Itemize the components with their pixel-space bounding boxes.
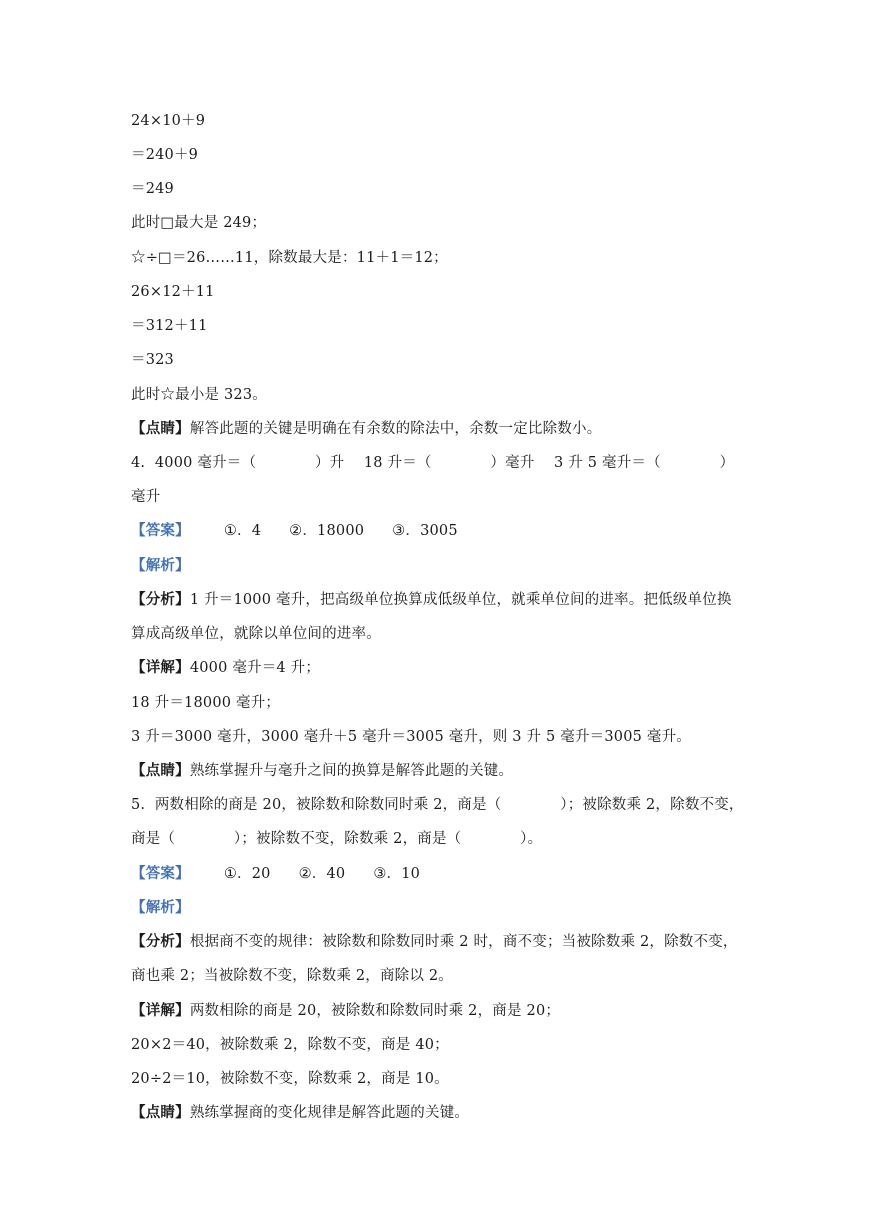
tip-label: 【点睛】	[131, 1104, 190, 1121]
q5-analysis	[131, 932, 738, 952]
q4-detail	[131, 658, 320, 678]
answer-label: 【答案】	[131, 522, 190, 539]
calc-line: 24×10＋9	[131, 113, 206, 129]
detail-text: 两数相除的商是 20，被除数和除数同时乘 2，商是 20；	[189, 1003, 561, 1019]
tip-text: 熟练掌握升与毫升之间的换算是解答此题的关键。	[189, 763, 514, 779]
q4-question: 4. 4000 毫升＝（ ）升 18 升＝（ ）毫升 3 升 5 毫升＝（ ）	[131, 455, 735, 471]
tip-label: 【点睛】	[131, 420, 190, 437]
q4-question-cont: 毫升	[131, 489, 161, 505]
q5-detail-line: 20÷2＝10，被除数不变，除数乘 2，商是 10。	[131, 1071, 449, 1087]
text-line: 此时☆最小是 323。	[131, 387, 267, 403]
q4-answer	[131, 521, 458, 541]
answer-label: 【答案】	[131, 865, 190, 882]
q5-detail-line: 20×2＝40，被除数乘 2，除数不变，商是 40；	[131, 1037, 449, 1053]
analysis-text: 1 升＝1000 毫升，把高级单位换算成低级单位，就乘单位间的进率。把低级单位换	[189, 592, 732, 608]
q4-analysis	[131, 590, 732, 610]
calc-line: ＝312＋11	[131, 318, 208, 334]
q5-tip	[131, 1103, 469, 1123]
q5-answer	[131, 864, 420, 884]
calc-line: ＝240＋9	[131, 147, 199, 163]
text-line: 此时□最大是 249；	[131, 215, 267, 231]
answer-2: ②．40	[298, 866, 346, 882]
q4-analysis-cont: 算成高级单位，就除以单位间的进率。	[131, 626, 381, 642]
answer-2: ②．18000	[289, 523, 365, 539]
q5-analysis-cont: 商也乘 2；当被除数不变，除数乘 2，商除以 2。	[131, 968, 454, 984]
q5-question-cont: 商是（ ）；被除数不变，除数乘 2，商是（ ）。	[131, 831, 543, 847]
q5-question: 5. 两数相除的商是 20，被除数和除数同时乘 2，商是（ ）；被除数乘 2，除数不变，	[131, 797, 744, 813]
detail-label: 【详解】	[131, 659, 190, 676]
tip-text: 解答此题的关键是明确在有余数的除法中，余数一定比除数小。	[189, 421, 602, 437]
q4-tip	[131, 761, 513, 781]
analysis-heading: 【解析】	[131, 899, 190, 916]
detail-text: 4000 毫升＝4 升；	[189, 660, 321, 676]
calc-line: 26×12＋11	[131, 284, 215, 300]
analysis-label: 【分析】	[131, 591, 190, 608]
q4-detail-line: 3 升＝3000 毫升，3000 毫升＋5 毫升＝3005 毫升，则 3 升 5 毫升＝3005 毫升。	[131, 729, 691, 745]
answer-3: ③．3005	[392, 523, 458, 539]
text-line: ☆÷□＝26……11，除数最大是：11＋1＝12；	[131, 250, 448, 266]
q4-detail-line: 18 升＝18000 毫升；	[131, 695, 281, 711]
calc-line: ＝249	[131, 181, 174, 197]
answer-1: ①．4	[223, 523, 262, 539]
answer-3: ③．10	[373, 866, 421, 882]
tip-text: 熟练掌握商的变化规律是解答此题的关键。	[189, 1105, 470, 1121]
q5-detail	[131, 1001, 560, 1021]
analysis-label: 【分析】	[131, 933, 190, 950]
tip-line	[131, 419, 601, 439]
tip-label: 【点睛】	[131, 762, 190, 779]
answer-1: ①．20	[223, 866, 271, 882]
analysis-heading: 【解析】	[131, 557, 190, 574]
detail-label: 【详解】	[131, 1002, 190, 1019]
analysis-text: 根据商不变的规律：被除数和除数同时乘 2 时，商不变；当被除数乘 2，除数不变，	[189, 934, 738, 950]
calc-line: ＝323	[131, 352, 174, 368]
